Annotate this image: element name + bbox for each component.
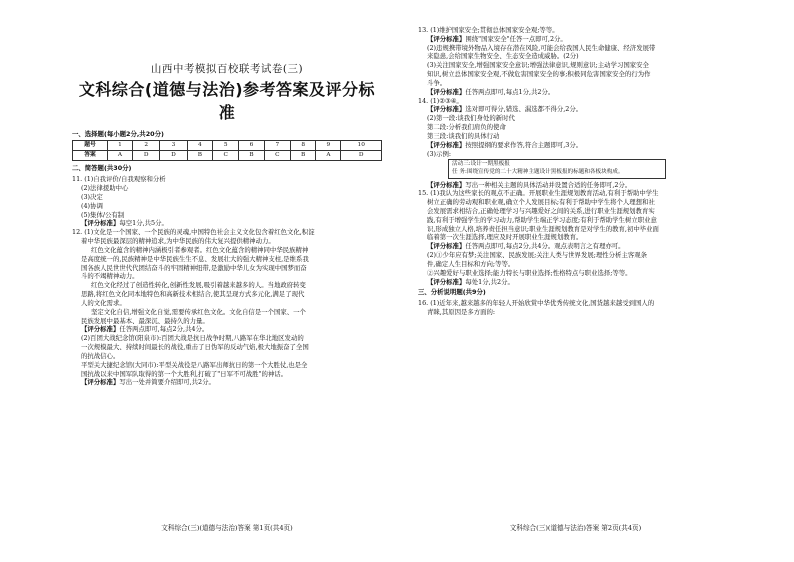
table-header-cell: 题号 [73, 141, 108, 151]
scoring-label: 【评分标准】 [427, 277, 466, 286]
table-cell: C [264, 151, 290, 161]
text-line: (2)①少年应有梦;关注国家、民族发展;关注人类与世界发展;理性分析主客观条 [427, 251, 648, 260]
text-line: 一次规模最大、持续时间最长的战役,重击了日伪军的反动气焰,极大地振奋了全国 [81, 343, 309, 352]
scoring-label: 【评分标准】 [427, 87, 466, 96]
table-cell: 9 [316, 141, 341, 151]
section-choice-heading: 一、选择题(每小题2分,共20分) [72, 129, 164, 138]
text-line: 是高度统一的,民族精神是中华民族生生不息、发展壮大的强大精神支柱,是维系我 [81, 254, 309, 263]
table-cell: D [160, 151, 187, 161]
page-footer-left: 文科综合(三)(道德与法治)答案 第1页(共4页) [161, 524, 293, 532]
table-cell: A [108, 151, 133, 161]
answer-table-number-row [73, 141, 382, 151]
table-cell: 3 [160, 141, 187, 151]
text-line: (2)第一段:谈我们身处的新时代 [427, 114, 515, 123]
text-line: 着中华民族最深层的精神追求,为中华民族的伟大复兴提供精神动力。 [81, 237, 275, 246]
text-line: (3)决定 [81, 192, 103, 201]
scoring-standard [418, 88, 733, 97]
text-line: 会发展需求相结合,正确处理学习与兴趣爱好之间的关系,进行职业生涯规划教育实 [427, 207, 655, 215]
text-line: (2)违规携带境外物品入境存在潜在风险,可能会给我国人民生命健康、经济发展带 [427, 43, 656, 52]
box-line: 任 务:围绕宣传党的二十大精神主题设计黑板报的标题和各板块构成。 [452, 168, 624, 175]
scoring-text: 任答两点即可,每点2分,共4分。 [119, 325, 209, 334]
text-line: 12. (1)文化是一个国家、一个民族的灵魂,中国特色社会主义文化包含着红色文化,积淀 [72, 228, 315, 237]
text-line: (3)示例: [427, 149, 451, 158]
scoring-label: 【评分标准】 [427, 140, 466, 149]
text-line: 坚定文化自信,增强文化自觉,需要传承红色文化。文化自信是一个国家、一个 [91, 307, 306, 316]
text-line: 人的文化需求。 [81, 298, 126, 307]
section-analysis-heading: 三、分析说明题(共9分) [418, 288, 486, 297]
text-line: 斗争。 [427, 78, 447, 87]
scoring-label: 【评分标准】 [81, 325, 120, 334]
answer-table [72, 140, 382, 161]
text-line: (5)集体/公有制 [81, 210, 125, 219]
table-header-cell: 答案 [73, 151, 108, 161]
text-line: 国各族人民世世代代团结奋斗的牢固精神纽带,是激励中华儿女为实现中国梦而奋 [81, 263, 307, 272]
table-cell: 5 [213, 141, 239, 151]
scoring-standard [418, 141, 733, 150]
right-column [418, 26, 733, 317]
page-footer-right: 文科综合(三)(道德与法治)答案 第2页(共4页) [509, 524, 642, 532]
table-cell: 7 [264, 141, 290, 151]
text-line: 斗的不竭精神动力。 [81, 272, 139, 281]
scoring-label: 【评分标准】 [427, 242, 466, 251]
table-cell: 2 [133, 141, 160, 151]
text-line: 件,确定人生目标和方向;等等。 [427, 259, 515, 268]
scoring-text: 写出一种相关主题的具体活动并设置合适的任务即可,2分。 [465, 180, 632, 189]
scoring-standard [72, 378, 382, 387]
table-cell: A [316, 151, 341, 161]
table-cell: D [133, 151, 160, 161]
answer-table-answer-row [73, 151, 382, 161]
text-line: ②兴趣爱好与职业选择;能力特长与职业选择;性格特点与职业选择;等等。 [427, 268, 632, 277]
scoring-text: 每处1分,共2分。 [465, 277, 514, 286]
text-line: 11. (1)自我评价/自我观察和分析 [72, 175, 166, 184]
table-cell: 10 [341, 141, 382, 151]
box-line: 活动三:设计一期黑板报 [452, 161, 510, 168]
text-line: 树立正确的劳动观和职业观,确立个人发展目标;有利于帮助中学生将个人理想和社 [427, 198, 655, 207]
text-line: 的抗战信心。 [81, 351, 120, 360]
scoring-standard [418, 35, 733, 44]
scoring-label: 【评分标准】 [81, 219, 120, 228]
question-16 [418, 299, 733, 317]
table-cell: B [239, 151, 264, 161]
left-column [72, 26, 382, 387]
scoring-label: 【评分标准】 [427, 180, 466, 189]
text-line: (2)百团大战纪念馆(阳泉市):百团大战是抗日战争时期,八路军在华北地区发动的 [81, 334, 304, 343]
text-line: 14. (1)②③④。 [418, 96, 463, 105]
table-cell: 1 [108, 141, 133, 151]
table-cell: 8 [290, 141, 315, 151]
section-short-answer-heading: 二、简答题(共30分) [72, 164, 132, 173]
scoring-text: 每空1分,共5分。 [119, 219, 168, 228]
question-15 [418, 189, 733, 286]
table-cell: B [187, 151, 212, 161]
table-cell: 6 [239, 141, 264, 151]
scoring-label: 【评分标准】 [81, 378, 120, 387]
question-13 [418, 26, 733, 97]
scoring-text: 写出一处并简要介绍即可,共2分。 [119, 378, 215, 387]
text-line: 红色文化经过了创造性转化,创新性发展,吸引着越来越多的人。当地政府转变 [91, 281, 306, 290]
scoring-label: 【评分标准】 [427, 105, 466, 114]
scoring-text: 选对即可得分,错选、漏选都不得分,2分。 [465, 105, 583, 114]
scoring-text: 围绕"国家安全"任答一点即可,2分。 [465, 34, 567, 43]
text-line: (3)关注国家安全,增强国家安全意识;增强法律意识,规则意识;主动学习国家安全 [427, 61, 649, 70]
text-line: 识,形成独立人格,培养责任担当意识;职业生涯规划教育是对学生的教育,初中毕业面 [427, 224, 659, 233]
question-14 [418, 97, 733, 190]
document-title: 文科综合(道德与法治)参考答案及评分标准 [78, 80, 376, 122]
text-line: 红色文化蕴含的精神内涵极引者参观者。红色文化蕴含的精神同中华民族精神 [91, 245, 309, 254]
text-line: 平型关大捷纪念馆(大同市):平型关战役是八路军出师抗日的第一个大胜仗,也是全 [81, 360, 308, 369]
scoring-text: 任答两点即可,每点1分,共2分。 [465, 87, 555, 96]
table-cell: B [290, 151, 315, 161]
text-line: 践,有利于增强学生的学习动力,帮助学生端正学习态度;有利于帮助学生树立职业意 [427, 215, 657, 224]
text-line: 临着第一次生涯选择,理应及时开展职业生涯规划教育。 [427, 233, 583, 242]
question-12 [72, 228, 382, 387]
text-line: 思路,将红色文化同本地特色和高新技术相结合,使其呈现方式多元化,满足了现代 [81, 290, 305, 299]
table-cell: D [341, 151, 382, 161]
text-line: 知识,树立总体国家安全观,不做危害国家安全的事;积极同危害国家安全的行为作 [427, 70, 651, 79]
scoring-standard [418, 105, 733, 114]
text-line: 15. (1)我认为这些家长的观点不正确。开展职业生涯规划教育活动,有利于帮助中学生 [418, 189, 659, 198]
text-line: 16. (1)近年来,越来越多的年轻人开始欣赏中华优秀传统文化,国货越来越受到国人的 [418, 299, 655, 308]
table-cell: C [213, 151, 239, 161]
text-line: 13. (1)维护国家安全;贯彻总体国家安全观;等等。 [418, 26, 559, 34]
text-line: 青睐,其原因是多方面的: [427, 308, 496, 317]
scoring-standard [72, 325, 382, 334]
text-line: 第三段:谈我们的具体行动 [427, 131, 500, 140]
scoring-standard [418, 278, 733, 287]
scoring-text: 任答两点即可,每点2分,共4分。观点表明言之有理亦可。 [465, 242, 625, 251]
text-line: 第二段:分析我们肩负的使命 [427, 123, 506, 132]
text-line: 来隐患,会给国家生物安全、生态安全造成威胁。(2分) [427, 52, 579, 61]
question-11 [72, 175, 382, 228]
table-cell: 4 [187, 141, 212, 151]
example-activity-box [448, 159, 666, 178]
scoring-standard [72, 219, 382, 228]
scoring-label: 【评分标准】 [427, 34, 466, 43]
text-line: 国抗战以来中国军队取得的第一个大胜利,打破了"日军不可战胜"的神话。 [81, 369, 288, 378]
text-line: (4)协调 [81, 201, 103, 210]
scoring-standard [418, 242, 733, 251]
exam-title: 山西中考模拟百校联考试卷(三) [150, 63, 304, 75]
scoring-text: 按照提纲的要求作答,符合主题即可,3分。 [465, 140, 583, 149]
text-line: (2)法律援助中心 [81, 184, 129, 193]
text-line: 民族发展中最基本、最深沉、最持久的力量。 [81, 316, 209, 325]
